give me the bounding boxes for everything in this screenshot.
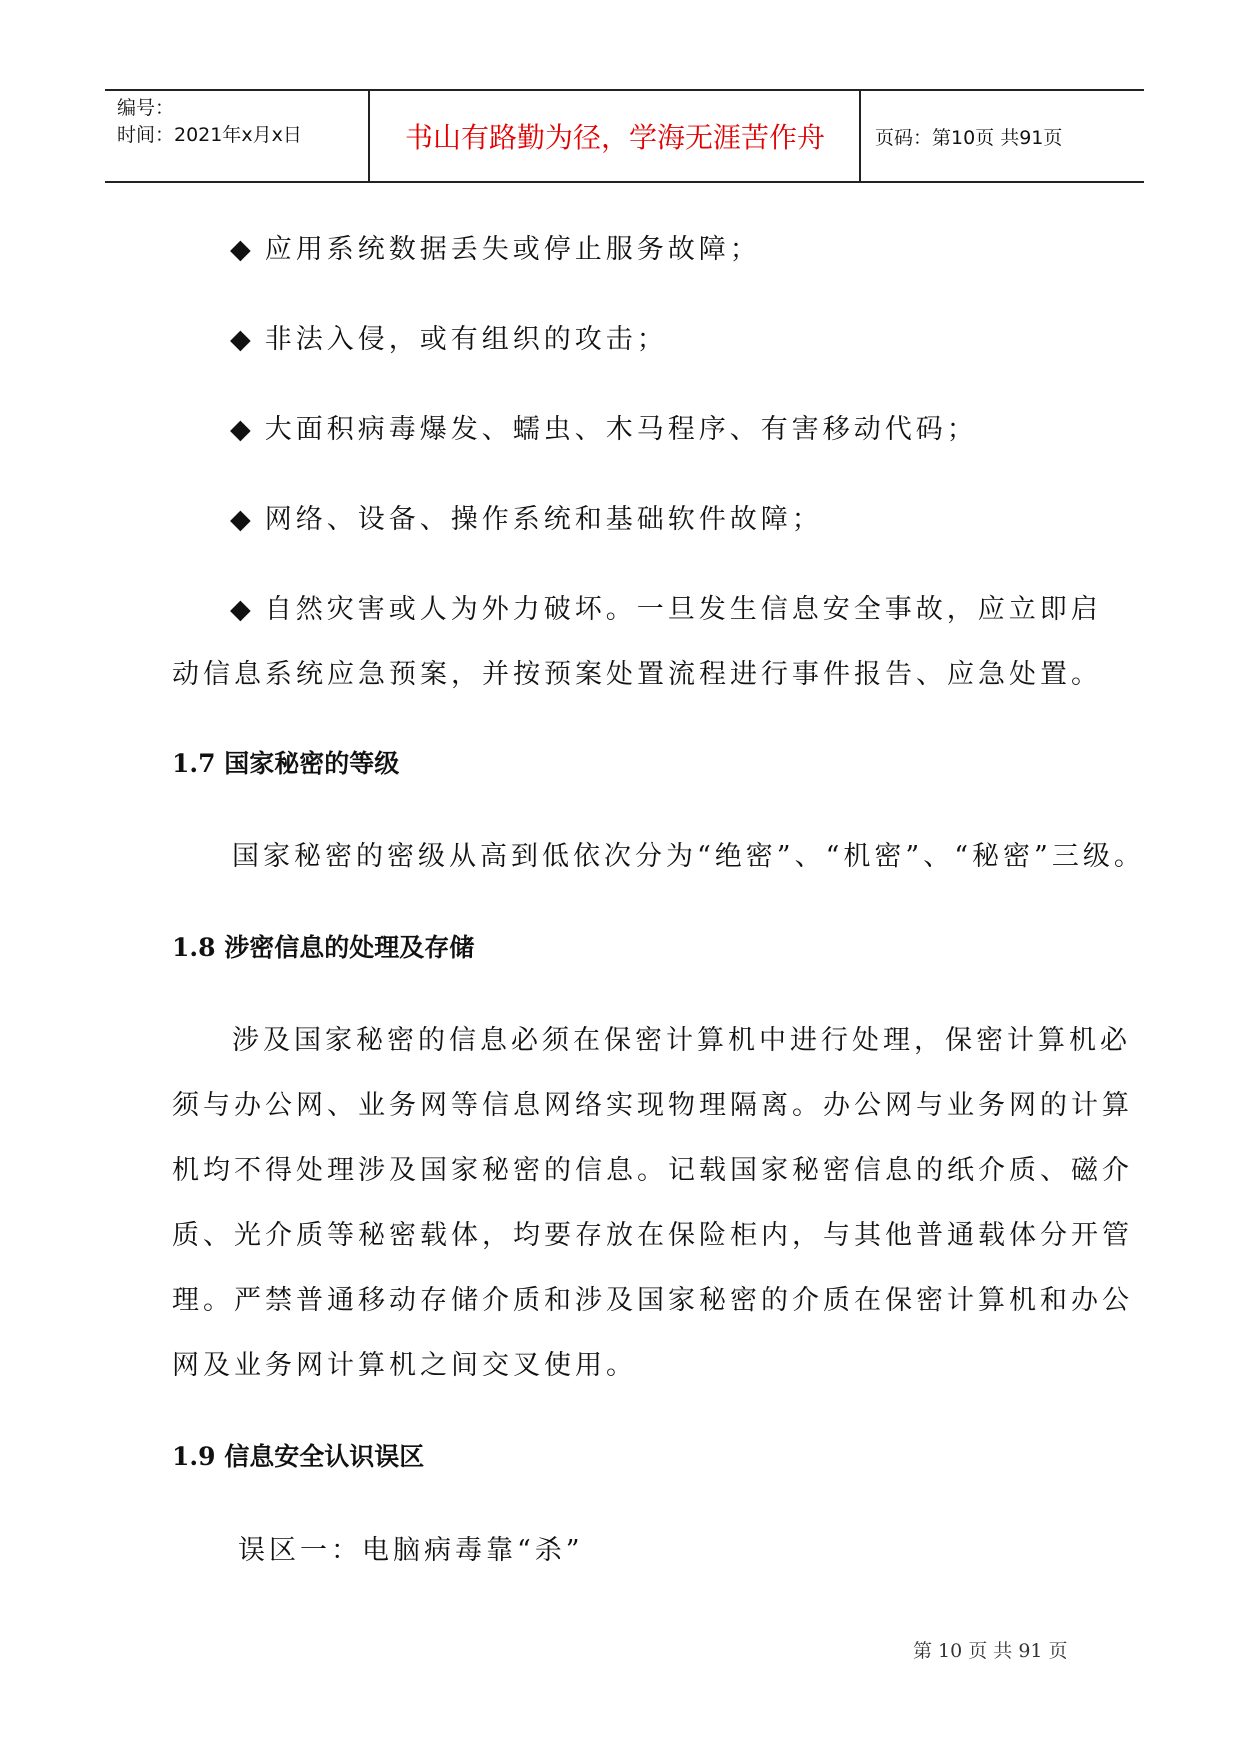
paragraph-line: 质、光介质等秘密载体，均要存放在保险柜内，与其他普通载体分开管 <box>172 1220 1133 1251</box>
header-meta <box>117 95 302 149</box>
header-time-label: 时间：2021年x月x日 <box>117 124 302 146</box>
paragraph-text: 自然灾害或人为外力破坏。一旦发生信息安全事故，应立即启 <box>264 594 1102 625</box>
header-number-label: 编号： <box>117 97 175 119</box>
page-footer: 第 10 页 共 91 页 <box>913 1640 1068 1662</box>
diamond-bullet-icon: ◆ <box>230 594 251 625</box>
bullet-text: 应用系统数据丢失或停止服务故障； <box>264 234 761 265</box>
paragraph-line <box>230 587 1102 626</box>
header-page-label: 页码：第10页 共91页 <box>875 127 1063 149</box>
section-heading: 1.9 信息安全认识误区 <box>172 1442 425 1471</box>
paragraph-line: 涉及国家秘密的信息必须在保密计算机中进行处理，保密计算机必 <box>232 1025 1131 1056</box>
paragraph-line: 国家秘密的密级从高到低依次分为“绝密”、“机密”、“秘密”三级。 <box>232 841 1145 872</box>
header-divider <box>859 91 861 181</box>
section-heading: 1.7 国家秘密的等级 <box>172 749 400 778</box>
bullet-text: 大面积病毒爆发、蠕虫、木马程序、有害移动代码； <box>264 414 978 445</box>
diamond-bullet-icon: ◆ <box>230 414 251 445</box>
paragraph-line: 网及业务网计算机之间交叉使用。 <box>172 1350 637 1381</box>
diamond-bullet-icon: ◆ <box>230 234 251 265</box>
paragraph-line: 误区一：电脑病毒靠“杀” <box>238 1535 584 1566</box>
bullet-item <box>230 317 668 356</box>
diamond-bullet-icon: ◆ <box>230 504 251 535</box>
bullet-item <box>230 497 823 536</box>
paragraph-line: 动信息系统应急预案，并按预案处置流程进行事件报告、应急处置。 <box>172 659 1102 690</box>
section-heading: 1.8 涉密信息的处理及存储 <box>172 933 475 962</box>
paragraph-line: 理。严禁普通移动存储介质和涉及国家秘密的介质在保密计算机和办公 <box>172 1285 1133 1316</box>
bullet-text: 网络、设备、操作系统和基础软件故障； <box>264 504 823 535</box>
page-header <box>105 89 1144 183</box>
diamond-bullet-icon: ◆ <box>230 324 251 355</box>
bullet-item <box>230 407 978 446</box>
bullet-text: 非法入侵，或有组织的攻击； <box>264 324 668 355</box>
paragraph-line: 机均不得处理涉及国家秘密的信息。记载国家秘密信息的纸介质、磁介 <box>172 1155 1133 1186</box>
header-divider <box>368 91 370 181</box>
paragraph-line: 须与办公网、业务网等信息网络实现物理隔离。办公网与业务网的计算 <box>172 1090 1133 1121</box>
header-motto: 书山有路勤为径，学海无涯苦作舟 <box>404 121 825 154</box>
bullet-item <box>230 227 761 266</box>
